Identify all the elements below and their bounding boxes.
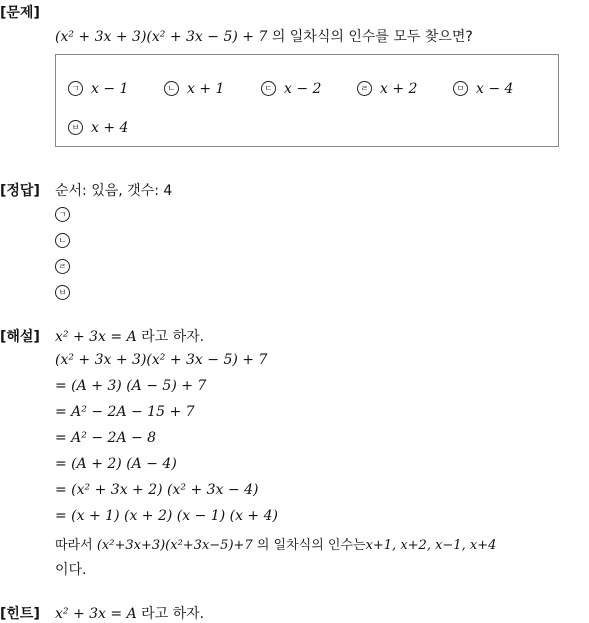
answer-mark-circle: ㄹ <box>55 259 70 274</box>
hint-text-tail: 라고 하자. <box>141 606 205 622</box>
explanation-step: (x² + 3x + 3)(x² + 3x − 5) + 7 <box>55 352 268 368</box>
option-item <box>453 81 513 97</box>
option-mark-circle: ㄹ <box>357 81 372 96</box>
option-mark-circle: ㄱ <box>68 81 83 96</box>
problem-statement <box>55 26 473 46</box>
option-mark-circle: ㄷ <box>261 81 276 96</box>
option-text: x + 1 <box>187 81 225 97</box>
explanation-step: = (A + 3) (A − 5) + 7 <box>55 378 207 394</box>
option-item <box>68 81 128 97</box>
options-box <box>55 54 559 147</box>
hint-substitution: x² + 3x = A <box>55 606 137 622</box>
explanation-step: = A² − 2A − 8 <box>55 430 157 446</box>
answer-mark-circle: ㅂ <box>55 285 70 300</box>
explanation-step: = (A + 2) (A − 4) <box>55 456 177 472</box>
answer-section-tag: [정답] <box>0 183 40 199</box>
option-mark-circle: ㅁ <box>453 81 468 96</box>
explanation-step: = A² − 2A − 15 + 7 <box>55 404 195 420</box>
conclusion-middle: 의 일차식의 인수는 <box>256 538 366 553</box>
option-item <box>261 81 321 97</box>
conclusion-expression: (x²+3x+3)(x²+3x−5)+7 <box>96 538 253 553</box>
option-text: x − 1 <box>91 81 129 97</box>
explanation-conclusion <box>55 534 496 553</box>
conclusion-end: 이다. <box>55 562 87 578</box>
option-item <box>357 81 417 97</box>
option-text: x − 4 <box>476 81 514 97</box>
hint-section-tag: [힌트] <box>0 606 40 622</box>
answer-mark-circle: ㄱ <box>55 207 70 222</box>
answer-summary: 순서: 있음, 갯수: 4 <box>55 183 173 199</box>
answer-mark-circle: ㄴ <box>55 233 70 248</box>
explanation-substitution: x² + 3x = A <box>55 329 137 345</box>
option-item <box>68 120 128 136</box>
conclusion-prefix: 따라서 <box>55 538 93 553</box>
option-item <box>164 81 224 97</box>
explanation-section-tag: [해설] <box>0 329 40 345</box>
option-mark-circle: ㄴ <box>164 81 179 96</box>
hint-text <box>55 603 204 623</box>
explanation-intro-text: 라고 하자. <box>141 329 205 345</box>
explanation-intro <box>55 326 204 346</box>
problem-section-tag: [문제] <box>0 5 40 21</box>
explanation-step: = (x + 1) (x + 2) (x − 1) (x + 4) <box>55 508 278 524</box>
problem-expression: (x² + 3x + 3)(x² + 3x − 5) + 7 <box>55 29 268 45</box>
explanation-step: = (x² + 3x + 2) (x² + 3x − 4) <box>55 482 259 498</box>
conclusion-factors: x+1, x+2, x−1, x+4 <box>365 538 497 553</box>
option-text: x + 4 <box>91 120 129 136</box>
option-text: x − 2 <box>284 81 322 97</box>
option-mark-circle: ㅂ <box>68 120 83 135</box>
problem-question: 의 일차식의 인수를 모두 찾으면? <box>271 29 473 45</box>
option-text: x + 2 <box>380 81 418 97</box>
